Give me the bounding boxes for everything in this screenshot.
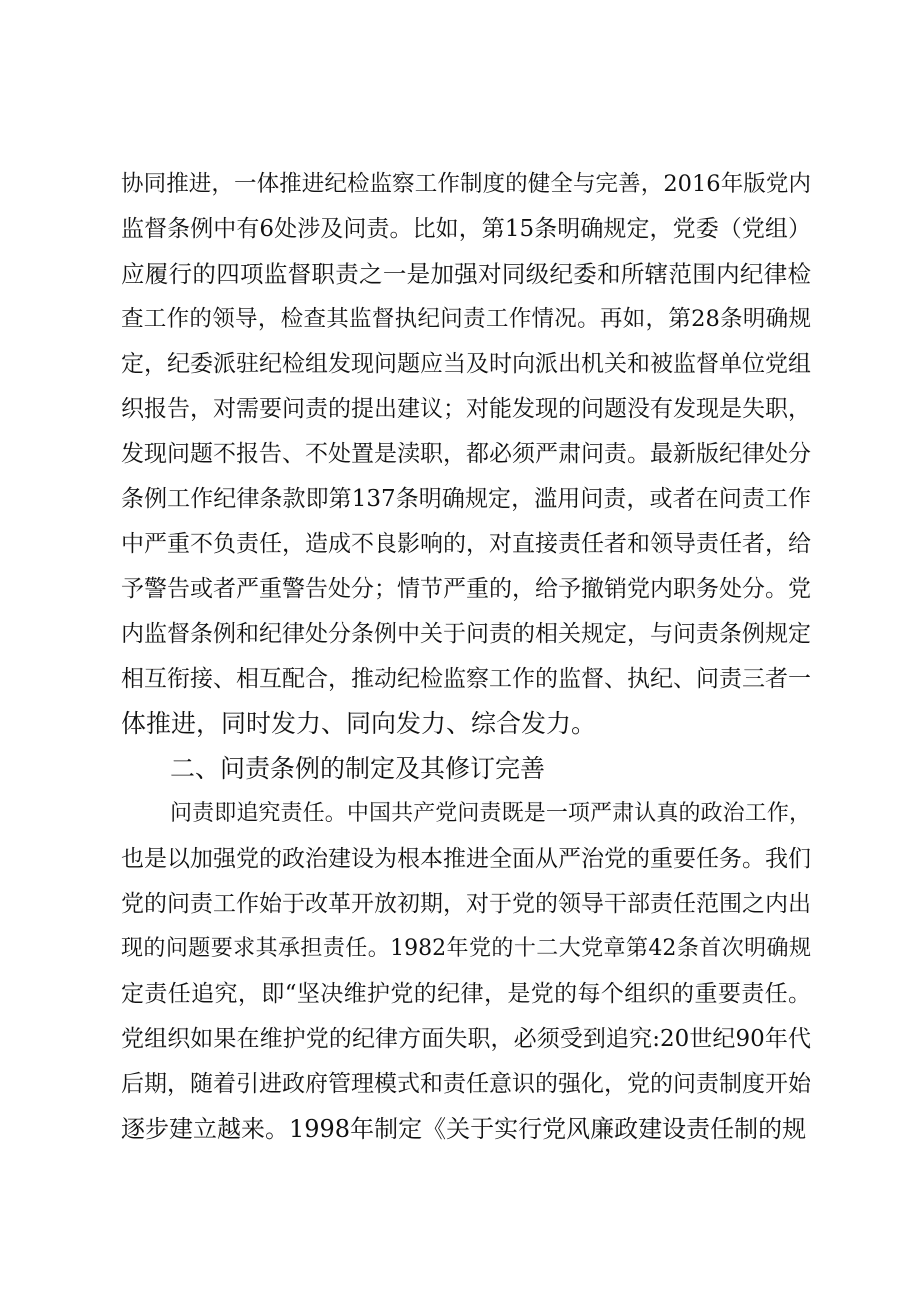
- text-line: 党组织如果在维护党的纪律方面失职，必须受到追究:20世纪90年代: [121, 1026, 811, 1052]
- text-line: 逐步建立越来。1998年制定《关于实行党风廉政建设责任制的规: [121, 1115, 807, 1143]
- text-line: 现的问题要求其承担责任。1982年党的十二大党章第42条首次明确规: [121, 936, 811, 961]
- text-line: 党的问责工作始于改革开放初期，对于党的领导干部责任范围之内出: [121, 891, 811, 917]
- text-line: 体推进，同时发力、同向发力、综合发力。: [121, 709, 597, 738]
- section-heading: 二、问责条例的制定及其修订完善: [170, 754, 546, 783]
- text-line: 织报告，对需要问责的提出建议；对能发现的问题没有发现是失职，: [121, 396, 811, 422]
- text-line: 后期，随着引进政府管理模式和责任意识的强化，党的问责制度开始: [121, 1071, 811, 1097]
- text-line: 内监督条例和纪律处分条例中关于问责的相关规定，与问责条例规定: [121, 621, 811, 647]
- text-line: 查工作的领导，检查其监督执纪问责工作情况。再如，第28条明确规: [121, 306, 811, 332]
- text-line: 应履行的四项监督职责之一是加强对同级纪委和所辖范围内纪律检: [121, 260, 811, 288]
- text-line: 问责即追究责任。中国共产党问责既是一项严肃认真的政治工作，: [170, 801, 811, 826]
- text-line: 也是以加强党的政治建设为根本推进全面从严治党的重要任务。我们: [121, 846, 811, 872]
- text-line: 予警告或者严重警告处分；情节严重的，给予撤销党内职务处分。党: [121, 576, 811, 602]
- text-line: 协同推进，一体推进纪检监察工作制度的健全与完善，2016年版党内: [121, 171, 811, 197]
- text-line: 定，纪委派驻纪检组发现问题应当及时向派出机关和被监督单位党组: [121, 351, 811, 377]
- text-line: 监督条例中有6处涉及问责。比如，第15条明确规定，党委（党组）: [121, 216, 811, 242]
- text-line: 中严重不负责任，造成不良影响的，对直接责任者和领导责任者，给: [121, 531, 811, 557]
- text-line: 条例工作纪律条款即第137条明确规定，滥用问责，或者在问责工作: [121, 486, 811, 512]
- text-line: 相互衔接、相互配合，推动纪检监察工作的监督、执纪、问责三者一: [121, 666, 811, 692]
- text-line: 定责任追究，即“坚决维护党的纪律，是党的每个组织的重要责任。: [121, 981, 811, 1007]
- text-line: 发现问题不报告、不处置是渎职，都必须严肃问责。最新版纪律处分: [121, 441, 811, 467]
